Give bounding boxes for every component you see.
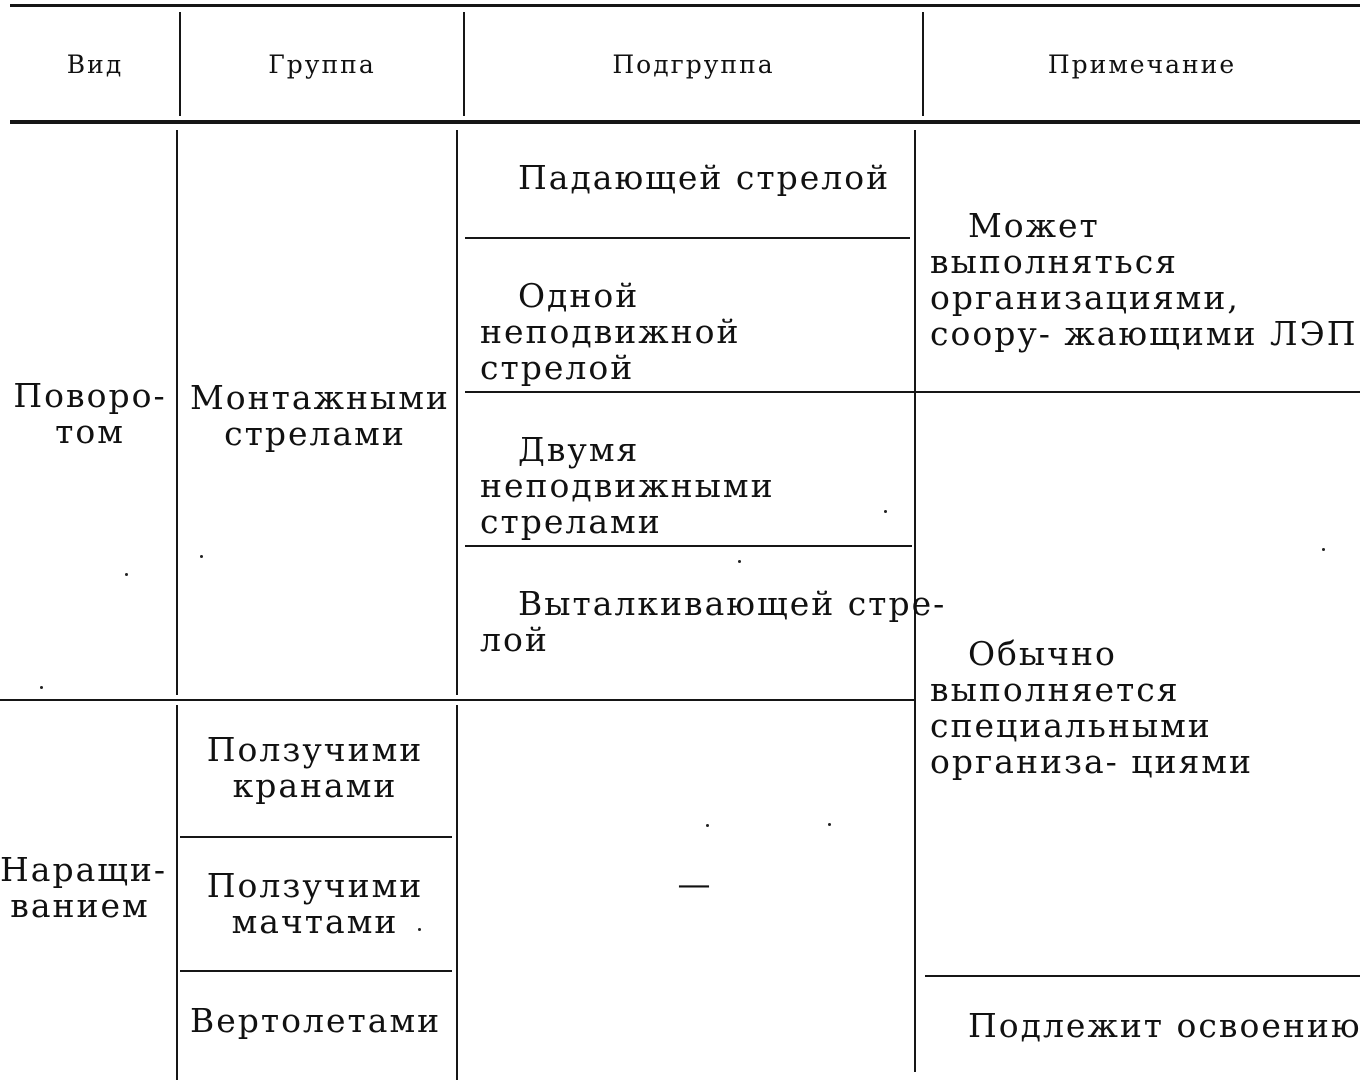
row-divider	[925, 975, 1360, 977]
primechanie-mozhet: Может выполняться организациями, соору- жающими ЛЭП	[930, 206, 1358, 353]
gruppa-polzuchimi-kranami: Ползучими кранами	[206, 730, 424, 805]
podgruppa-vytalkivayushchey: Выталкивающей стре- лой	[480, 584, 947, 659]
scan-speck	[738, 560, 741, 563]
podgruppa-dvumya: Двумя неподвижными стрелами	[480, 430, 775, 541]
gruppa-polzuchimi-machtami: Ползучими мачтами	[206, 866, 424, 941]
header-podgruppa: Подгруппа	[612, 50, 775, 79]
scan-speck	[706, 824, 709, 827]
primechanie-obychno: Обычно выполняется специальными организа- циями	[930, 634, 1253, 781]
vid-narashchivaniem: Наращи- ванием	[0, 850, 168, 925]
scan-speck	[40, 686, 43, 689]
podgruppa-padayushchey: Падающей стрелой	[518, 158, 891, 197]
row-divider	[465, 545, 912, 547]
column-rule	[176, 705, 178, 1080]
scan-speck	[1322, 548, 1325, 551]
row-divider	[180, 970, 452, 972]
podgruppa-empty-dash: —	[677, 864, 713, 903]
scan-speck	[125, 573, 128, 576]
column-rule	[456, 705, 458, 1080]
podgruppa-odnoy: Одной неподвижной стрелой	[480, 276, 741, 387]
gruppa-vertoletami: Вертолетами	[190, 1001, 442, 1040]
top-rule	[10, 4, 1360, 7]
primechanie-podlezhit: Подлежит освоению	[968, 1006, 1362, 1045]
section-divider	[0, 699, 915, 701]
scan-speck	[884, 510, 887, 513]
row-divider	[465, 391, 1360, 393]
scan-speck	[828, 823, 831, 826]
row-divider	[180, 836, 452, 838]
column-rule	[456, 130, 458, 695]
header-gruppa: Группа	[268, 50, 376, 79]
gruppa-montazhnymi: Монтажными стрелами	[190, 378, 450, 453]
column-rule	[176, 130, 178, 695]
scan-speck	[200, 555, 203, 558]
header-rule	[10, 120, 1360, 124]
row-divider	[465, 237, 910, 239]
header-vid: Вид	[66, 50, 124, 79]
vid-povorotom: Поворо- том	[13, 376, 167, 451]
scan-speck	[418, 928, 421, 931]
header-primechanie: Примечание	[1047, 50, 1237, 79]
